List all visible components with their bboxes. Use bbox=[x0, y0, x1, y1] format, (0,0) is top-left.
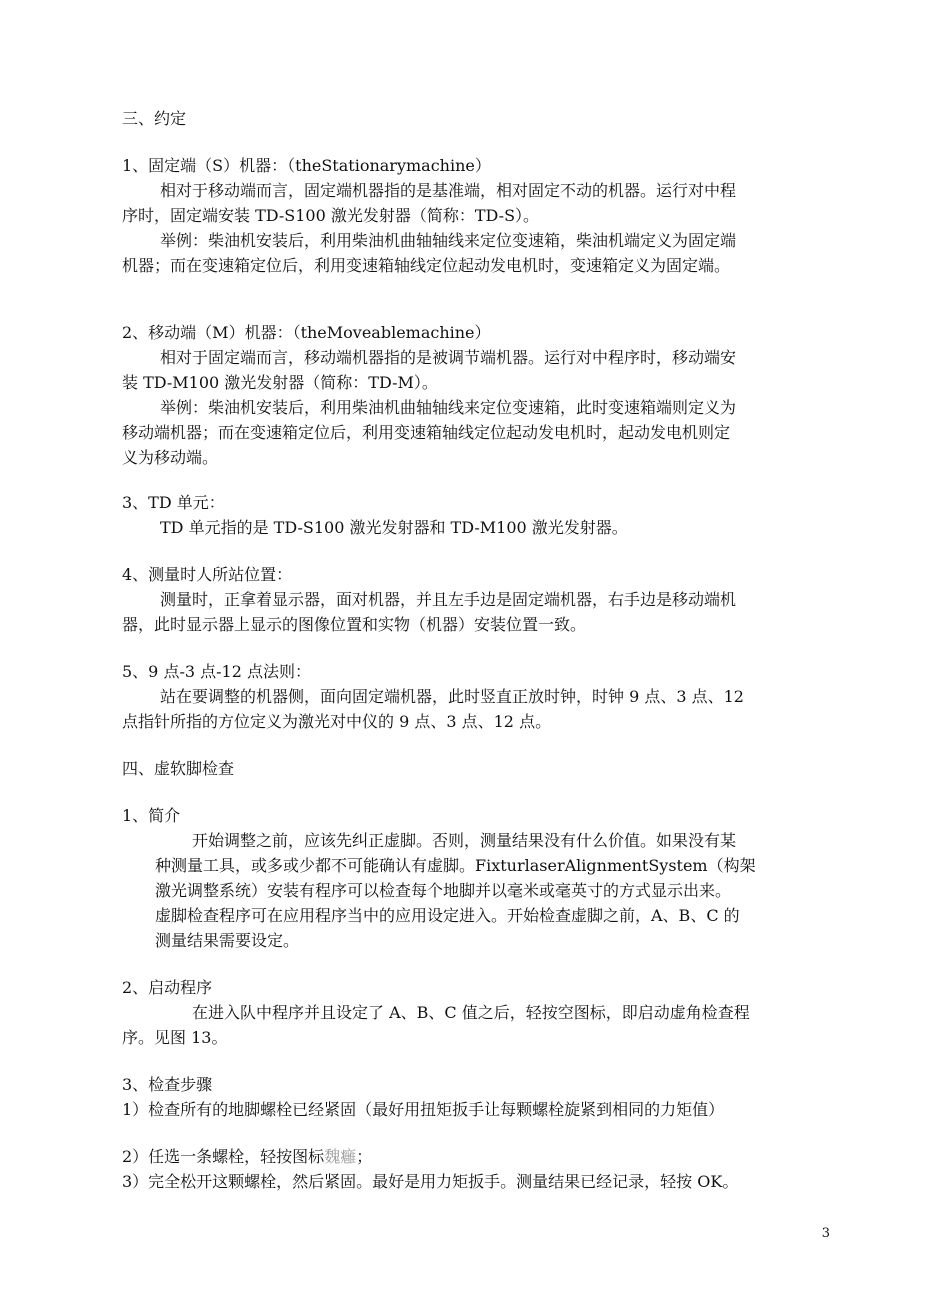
line-text: 站在要调整的机器侧，面向固定端机器，此时竖直正放时钟，时钟 9 点、3 点、12 bbox=[160, 687, 744, 706]
line-text: 5、9 点-3 点-12 点法则： bbox=[122, 662, 311, 681]
text-line bbox=[122, 322, 491, 344]
line-text: 器，此时显示器上显示的图像位置和实物（机器）安装位置一致。 bbox=[122, 615, 587, 634]
line-text: 4、测量时人所站位置： bbox=[122, 565, 293, 584]
text-line bbox=[122, 711, 551, 733]
text-line bbox=[122, 1146, 372, 1168]
text-line bbox=[155, 880, 731, 902]
line-text: 2、启动程序 bbox=[122, 978, 213, 997]
line-text: 3）完全松开这颗螺栓，然后紧固。最好是用力矩扳手。测量结果已经记录，轻按 OK。 bbox=[122, 1172, 739, 1191]
text-line bbox=[122, 1099, 724, 1121]
text-line bbox=[122, 805, 180, 827]
line-text: 序。见图 13。 bbox=[122, 1028, 228, 1047]
line-text: 1）检查所有的地脚螺栓已经紧固（最好用扭矩扳手让每颗螺栓旋紧到相同的力矩值） bbox=[122, 1100, 725, 1119]
text-line bbox=[122, 977, 212, 999]
text-line bbox=[122, 564, 292, 586]
line-text: 测量时，正拿着显示器，面对机器，并且左手边是固定端机器，右手边是移动端机 bbox=[160, 590, 737, 609]
text-line bbox=[122, 447, 218, 469]
page-number: 3 bbox=[821, 1226, 830, 1241]
line-text: 相对于固定端而言，移动端机器指的是被调节端机器。运行对中程序时，移动端安 bbox=[160, 348, 737, 367]
line-text: 测量结果需要设定。 bbox=[155, 931, 300, 950]
line-text: 2、移动端（M）机器：（theMoveablemachine） bbox=[122, 323, 491, 342]
text-line bbox=[160, 180, 736, 202]
line-text: 四、虚软脚检查 bbox=[122, 759, 235, 778]
line-text: 机器；而在变速箱定位后，利用变速箱轴线定位起动发电机时，变速箱定义为固定端。 bbox=[122, 256, 731, 275]
text-line bbox=[192, 830, 736, 852]
text-line bbox=[122, 422, 730, 444]
text-line bbox=[192, 1002, 750, 1024]
line-text: 点指针所指的方位定义为激光对中仪的 9 点、3 点、12 点。 bbox=[122, 712, 552, 731]
text-line bbox=[122, 758, 234, 780]
line-text: 相对于移动端而言，固定端机器指的是基准端，相对固定不动的机器。运行对中程 bbox=[160, 181, 737, 200]
line-text: 三、约定 bbox=[122, 109, 187, 128]
text-line bbox=[122, 155, 491, 177]
line-text: 激光调整系统）安装有程序可以检查每个地脚并以毫米或毫英寸的方式显示出来。 bbox=[155, 881, 732, 900]
line-text: 序时，固定端安装 TD-S100 激光发射器（简称：TD-S）。 bbox=[122, 206, 540, 225]
line-text: 移动端机器；而在变速箱定位后，利用变速箱轴线定位起动发电机时，起动发电机则定 bbox=[122, 423, 731, 442]
line-text: 1、固定端（S）机器：（theStationarymachine） bbox=[122, 156, 491, 175]
line-text: 1、简介 bbox=[122, 806, 181, 825]
text-line bbox=[122, 1027, 227, 1049]
line-text: 义为移动端。 bbox=[122, 448, 219, 467]
line-text: 3、检查步骤 bbox=[122, 1075, 213, 1094]
text-line bbox=[122, 1171, 738, 1193]
text-line bbox=[160, 589, 736, 611]
text-line bbox=[122, 1074, 212, 1096]
line-text: 虚脚检查程序可在应用程序当中的应用设定进入。开始检查虚脚之前，A、B、C 的 bbox=[155, 906, 740, 925]
text-line bbox=[160, 230, 736, 252]
text-line bbox=[122, 108, 186, 130]
text-line bbox=[122, 661, 311, 683]
line-text: 在进入队中程序并且设定了 A、B、C 值之后，轻按空图标，即启动虚角检查程 bbox=[192, 1003, 750, 1022]
line-text: 3、TD 单元： bbox=[122, 493, 225, 512]
line-text: 开始调整之前，应该先纠正虚脚。否则，测量结果没有什么价值。如果没有某 bbox=[192, 831, 737, 850]
text-line bbox=[160, 397, 736, 419]
text-line bbox=[122, 614, 586, 636]
line-text: 举例：柴油机安装后，利用柴油机曲轴轴线来定位变速箱，柴油机端定义为固定端 bbox=[160, 231, 737, 250]
line-text: TD 单元指的是 TD-S100 激光发射器和 TD-M100 激光发射器。 bbox=[160, 518, 628, 537]
line-text-tail: ； bbox=[356, 1147, 373, 1166]
text-line bbox=[122, 255, 730, 277]
text-line bbox=[155, 905, 740, 927]
text-line bbox=[155, 855, 756, 877]
line-text: 装 TD-M100 激光发射器（简称：TD-M）。 bbox=[122, 373, 438, 392]
text-line bbox=[122, 372, 438, 394]
text-line bbox=[160, 686, 744, 708]
line-text: 2）任选一条螺栓，轻按图标 bbox=[122, 1147, 325, 1166]
faint-icon-text: 魏癰 bbox=[324, 1147, 357, 1166]
text-line bbox=[122, 205, 539, 227]
line-text: 举例：柴油机安装后，利用柴油机曲轴轴线来定位变速箱，此时变速箱端则定义为 bbox=[160, 398, 737, 417]
text-line bbox=[122, 492, 225, 514]
line-text: 种测量工具，或多或少都不可能确认有虚脚。FixturlaserAlignmentSystem（构架 bbox=[155, 856, 756, 875]
text-line bbox=[160, 517, 628, 539]
text-line bbox=[160, 347, 736, 369]
text-line bbox=[155, 930, 299, 952]
